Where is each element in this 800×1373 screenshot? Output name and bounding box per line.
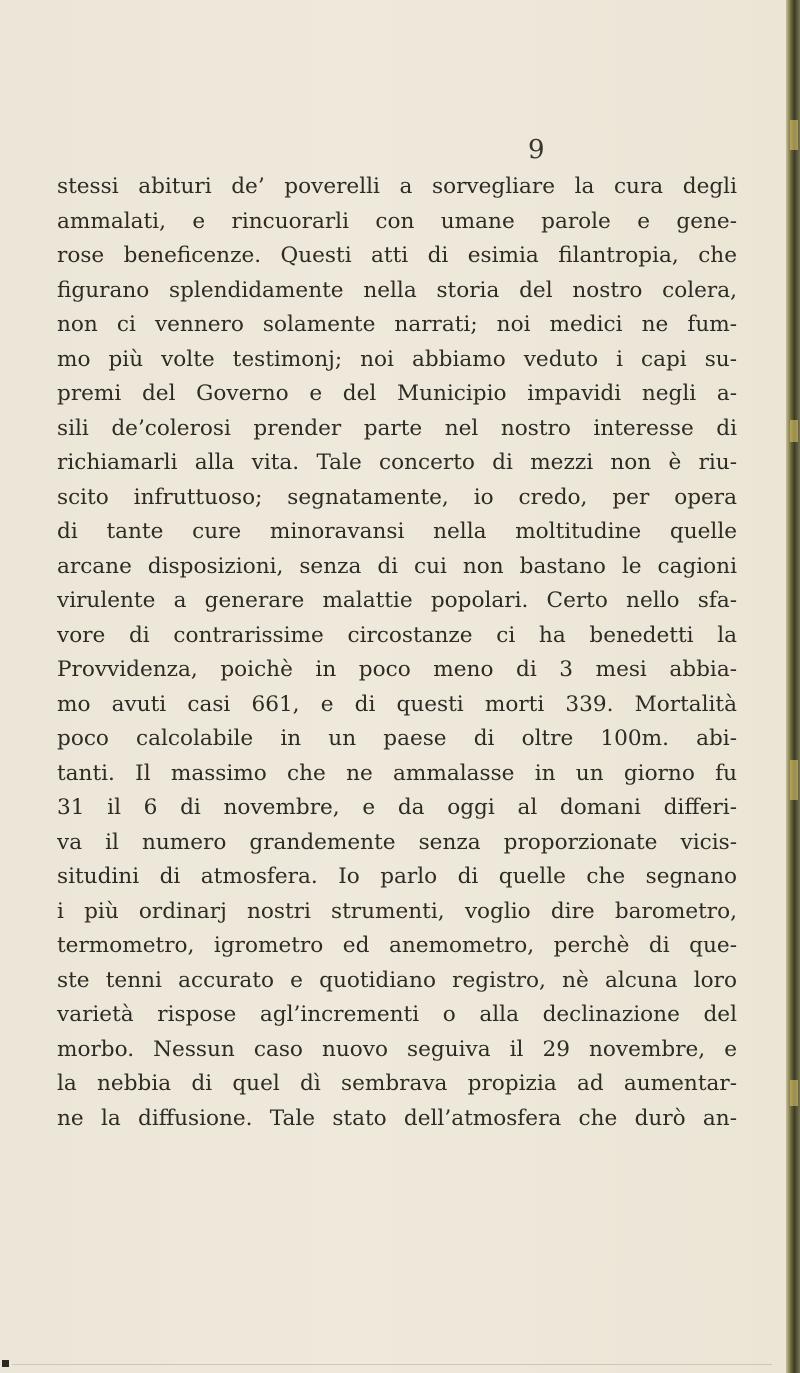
text-line: premi del Governo e del Municipio impavidi negli a- [57, 381, 737, 406]
text-line: ste tenni accurato e quotidiano registro, nè alcuna loro [57, 967, 737, 993]
text-line: morbo. Nessun caso nuovo seguiva il 29 novembre, e [57, 1036, 737, 1062]
text-line: richiamarli alla vita. Tale concerto di mezzi non è riu- [57, 450, 737, 475]
text-line: scito infruttuoso; segnatamente, io credo, per opera [57, 484, 737, 510]
text-line: mo avuti casi 661, e di questi morti 339. Mortalità [57, 691, 737, 717]
scan-rule [12, 1364, 772, 1365]
text-line: va il numero grandemente senza proporzionate vicis- [57, 829, 737, 855]
edge-speck [790, 760, 798, 800]
text-line: virulente a generare malattie popolari. Certo nello sfa- [57, 588, 737, 613]
text-line: figurano splendidamente nella storia del nostro colera, [57, 277, 737, 303]
text-line: termometro, igrometro ed anemometro, perchè di que- [57, 933, 737, 958]
text-line: 31 il 6 di novembre, e da oggi al domani differi- [57, 795, 737, 820]
page-binding-edge [786, 0, 800, 1373]
edge-speck [790, 1080, 798, 1106]
text-line: poco calcolabile in un paese di oltre 100m. abi- [57, 726, 737, 751]
scan-mark [2, 1360, 9, 1367]
text-line: sili de’colerosi prender parte nel nostro interesse di [57, 415, 737, 441]
text-line: rose beneficenze. Questi atti di esimia filantropia, che [57, 243, 737, 268]
text-line: ne la diffusione. Tale stato dell’atmosfera che durò an- [57, 1105, 737, 1131]
text-line: arcane disposizioni, senza di cui non bastano le cagioni [57, 553, 737, 579]
text-line: i più ordinarj nostri strumenti, voglio dire barometro, [57, 898, 737, 924]
text-line: mo più volte testimonj; noi abbiamo veduto i capi su- [57, 346, 737, 372]
text-line: non ci vennero solamente narrati; noi medici ne fum- [57, 312, 737, 337]
body-text [57, 170, 737, 1136]
text-line: situdini di atmosfera. Io parlo di quelle che segnano [57, 864, 737, 889]
text-line: tanti. Il massimo che ne ammalasse in un giorno fu [57, 760, 737, 786]
text-line: la nebbia di quel dì sembrava propizia ad aumentar- [57, 1071, 737, 1096]
text-line: di tante cure minoravansi nella moltitudine quelle [57, 519, 737, 544]
page-number: 9 [528, 135, 545, 165]
text-line: stessi abituri de’ poverelli a sorvegliare la cura degli [57, 174, 737, 199]
text-line: vore di contrarissime circostanze ci ha benedetti la [57, 622, 737, 648]
text-line: varietà rispose agl’incrementi o alla declinazione del [57, 1002, 737, 1027]
text-line: Provvidenza, poichè in poco meno di 3 mesi abbia- [57, 657, 737, 682]
edge-speck [790, 420, 798, 442]
edge-speck [790, 120, 798, 150]
text-line: ammalati, e rincuorarli con umane parole e gene- [57, 208, 737, 234]
